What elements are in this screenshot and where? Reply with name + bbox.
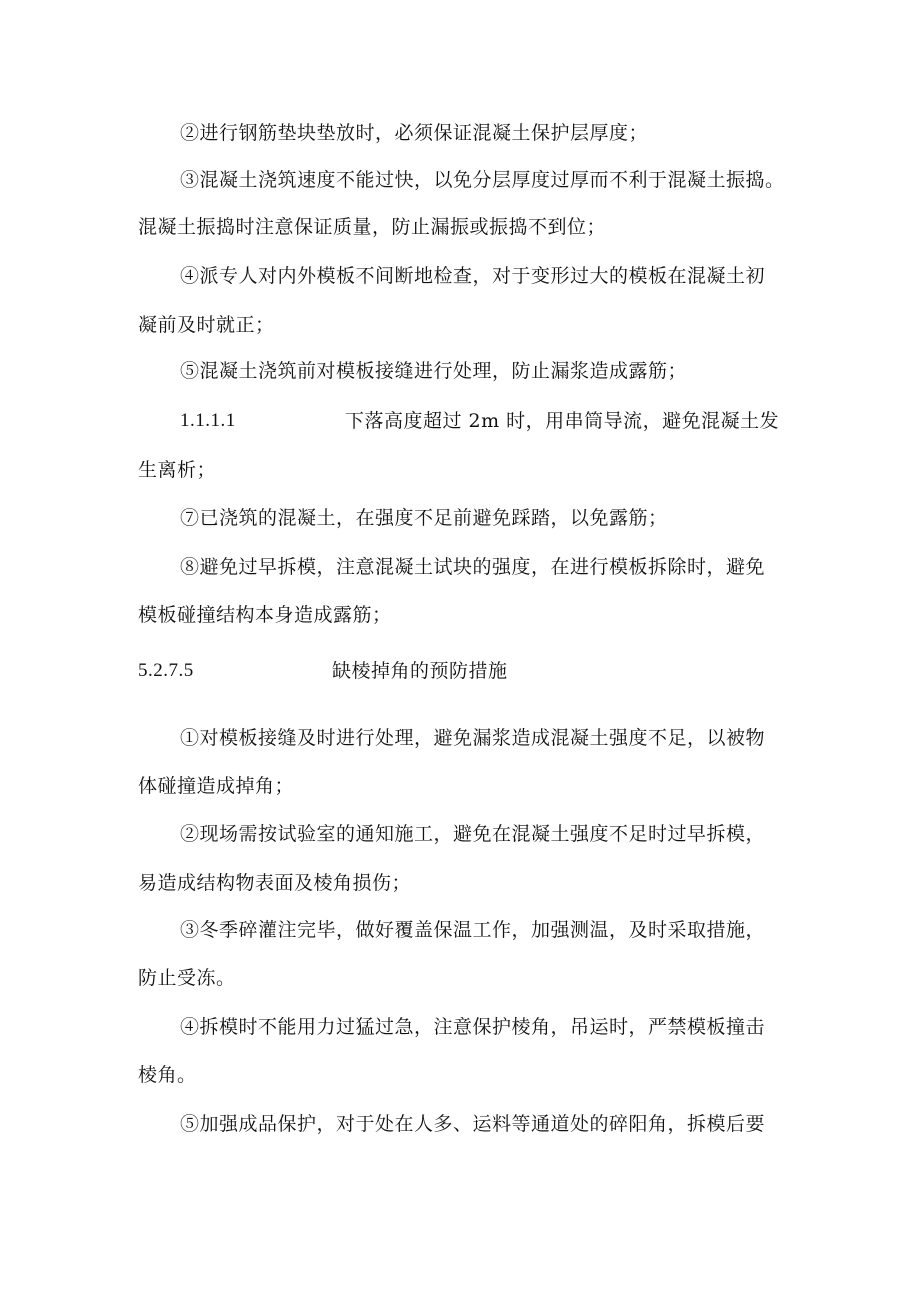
paragraph-q4-line-2: 棱角。 [138, 1064, 197, 1086]
paragraph-5-line-1: ⑤混凝土浇筑前对模板接缝进行处理，防止漏浆造成露筋； [180, 360, 688, 382]
paragraph-8-line-2: 模板碰撞结构本身造成露筋； [138, 604, 392, 626]
section-number: 5.2.7.5 [138, 660, 194, 681]
section-title: 缺棱掉角的预防措施 [332, 660, 508, 682]
paragraph-q3-line-2: 防止受冻。 [138, 967, 236, 989]
paragraph-3-line-2: 混凝土振捣时注意保证质量，防止漏振或振捣不到位； [138, 216, 607, 238]
paragraph-7-line-1: ⑦已浇筑的混凝土，在强度不足前避免踩踏，以免露筋； [180, 507, 668, 529]
paragraph-6-line-2: 生离析； [138, 459, 217, 481]
paragraph-2-line-1: ②进行钢筋垫块垫放时，必须保证混凝土保护层厚度； [180, 122, 649, 144]
paragraph-6-line-1: 下落高度超过 2m 时，用串筒导流，避免混凝土发 [345, 410, 780, 432]
paragraph-q3-line-1: ③冬季碎灌注完毕，做好覆盖保温工作，加强测温，及时采取措施， [180, 919, 766, 941]
paragraph-q1-line-1: ①对模板接缝及时进行处理，避免漏浆造成混凝土强度不足，以被物 [180, 727, 766, 749]
paragraph-q2-line-1: ②现场需按试验室的通知施工，避免在混凝土强度不足时过早拆模， [180, 823, 766, 845]
paragraph-8-line-1: ⑧避免过早拆模，注意混凝土试块的强度，在进行模板拆除时，避免 [180, 556, 766, 578]
heading-number-1-1-1-1: 1.1.1.1 [180, 410, 236, 431]
paragraph-4-line-2: 凝前及时就正； [138, 314, 275, 336]
paragraph-3-line-1: ③混凝土浇筑速度不能过快，以免分层厚度过厚而不利于混凝土振捣。 [180, 169, 785, 191]
paragraph-q2-line-2: 易造成结构物表面及棱角损伤； [138, 872, 412, 894]
paragraph-q4-line-1: ④拆模时不能用力过猛过急，注意保护棱角，吊运时，严禁模板撞击 [180, 1016, 766, 1038]
paragraph-q1-line-2: 体碰撞造成掉角； [138, 775, 295, 797]
paragraph-4-line-1: ④派专人对内外模板不间断地检查，对于变形过大的模板在混凝土初 [180, 265, 766, 287]
paragraph-q5-line-1: ⑤加强成品保护，对于处在人多、运料等通道处的碎阳角，拆模后要 [180, 1113, 766, 1135]
